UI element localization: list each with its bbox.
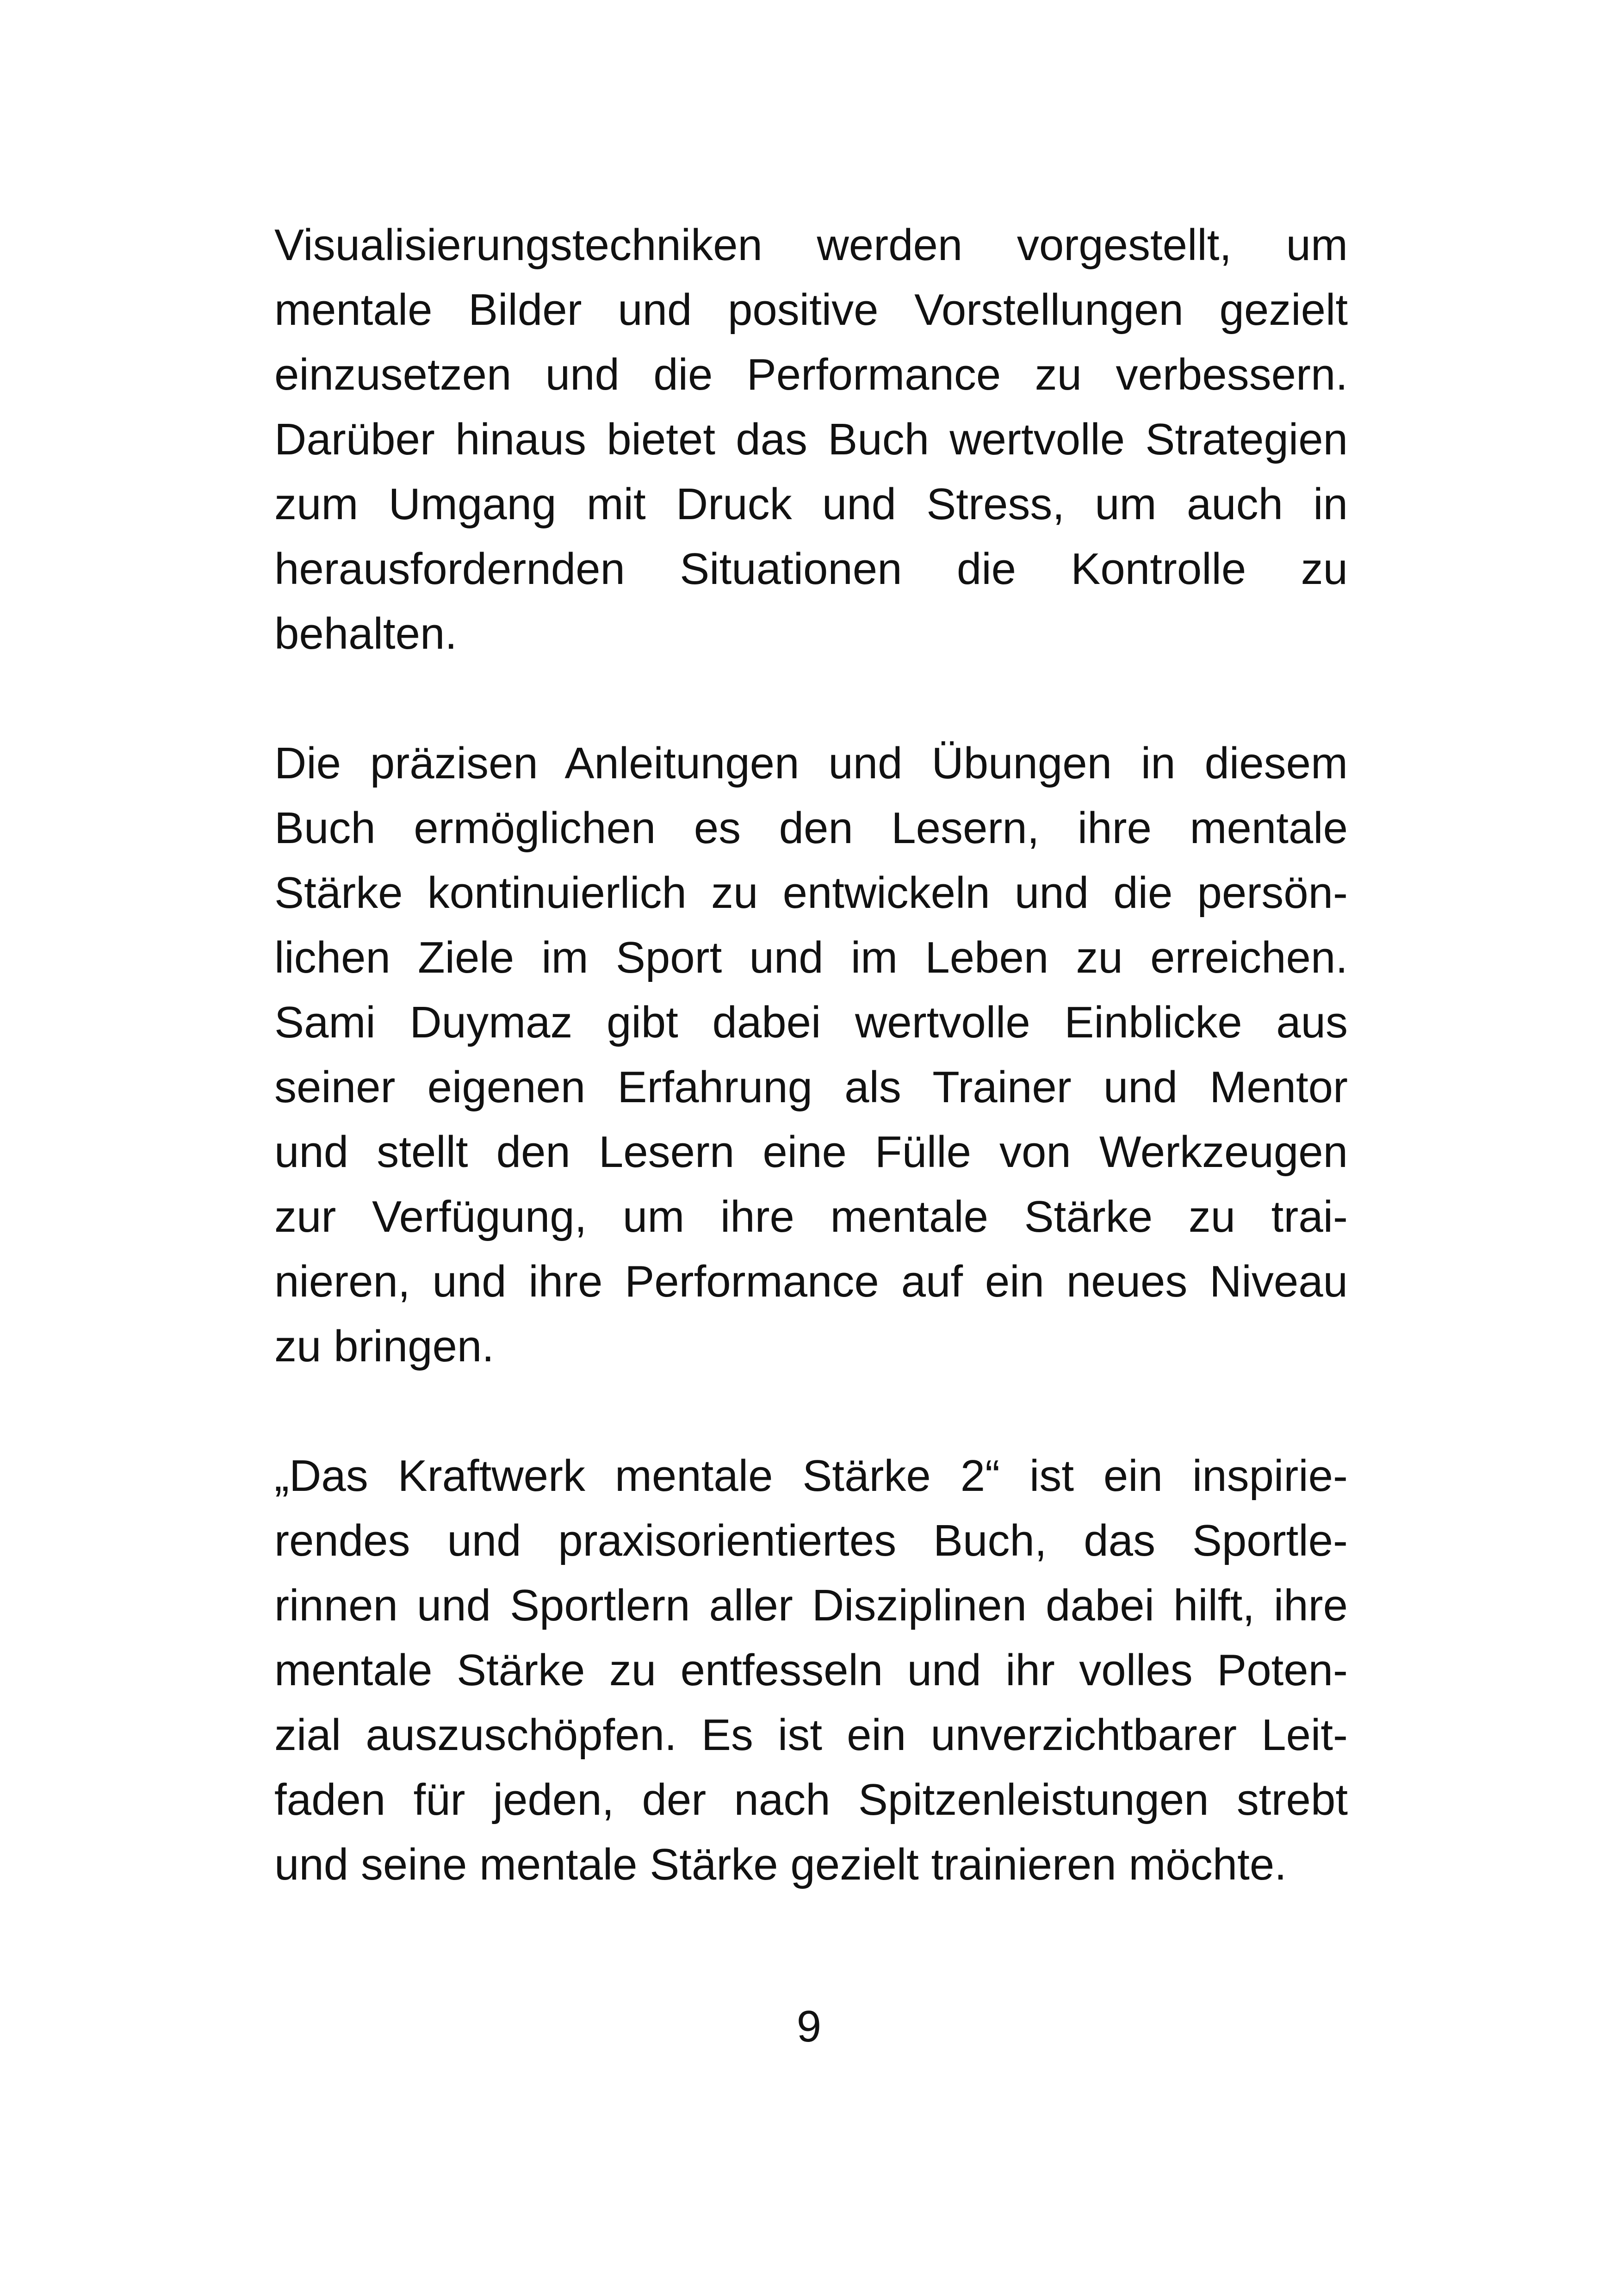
text-line: rendes und praxisorientiertes Buch, das Sportle- — [274, 1516, 1348, 1565]
text-line: und stellt den Lesern eine Fülle von Werkzeugen — [274, 1127, 1348, 1177]
text-line: Darüber hinaus bietet das Buch wertvolle Strategien — [274, 415, 1348, 464]
text-line: zum Umgang mit Druck und Stress, um auch in — [274, 479, 1348, 529]
text-line: lichen Ziele im Sport und im Leben zu erreichen. — [274, 933, 1348, 982]
paragraph-spacer — [274, 1379, 1348, 1444]
text-line: „Das Kraftwerk mentale Stärke 2“ ist ein inspirie- — [274, 1451, 1348, 1501]
text-line: rinnen und Sportlern aller Disziplinen dabei hilft, ihre — [274, 1581, 1348, 1630]
text-line: behalten. — [274, 609, 458, 658]
text-line: Sami Duymaz gibt dabei wertvolle Einblicke aus — [274, 998, 1348, 1047]
text-line: mentale Stärke zu entfesseln und ihr volles Poten- — [274, 1645, 1348, 1695]
page-number: 9 — [796, 2002, 822, 2051]
paragraph-2 — [274, 731, 1348, 1379]
text-line: mentale Bilder und positive Vorstellungen gezielt — [274, 285, 1348, 335]
paragraph-1 — [274, 213, 1348, 666]
text-line: Die präzisen Anleitungen und Übungen in diesem — [274, 738, 1348, 788]
paragraph-3 — [274, 1444, 1348, 1897]
text-line: faden für jeden, der nach Spitzenleistungen strebt — [274, 1775, 1348, 1824]
text-line: zur Verfügung, um ihre mentale Stärke zu trai- — [274, 1192, 1348, 1241]
text-line: Buch ermöglichen es den Lesern, ihre mentale — [274, 803, 1348, 853]
text-line: Stärke kontinuierlich zu entwickeln und die persön- — [274, 868, 1348, 918]
text-line: zial auszuschöpfen. Es ist ein unverzichtbarer Leit- — [274, 1710, 1348, 1760]
text-line: einzusetzen und die Performance zu verbessern. — [274, 350, 1348, 399]
text-line: seiner eigenen Erfahrung als Trainer und Mentor — [274, 1062, 1348, 1112]
text-line: nieren, und ihre Performance auf ein neues Niveau — [274, 1257, 1348, 1306]
paragraph-spacer — [274, 666, 1348, 731]
text-line: zu bringen. — [274, 1322, 494, 1371]
text-line: Visualisierungstechniken werden vorgestellt, um — [274, 220, 1348, 270]
text-line: und seine mentale Stärke gezielt trainieren möchte. — [274, 1840, 1287, 1889]
text-line: herausfordernden Situationen die Kontrolle zu — [274, 544, 1348, 594]
body-text — [274, 213, 1348, 1897]
